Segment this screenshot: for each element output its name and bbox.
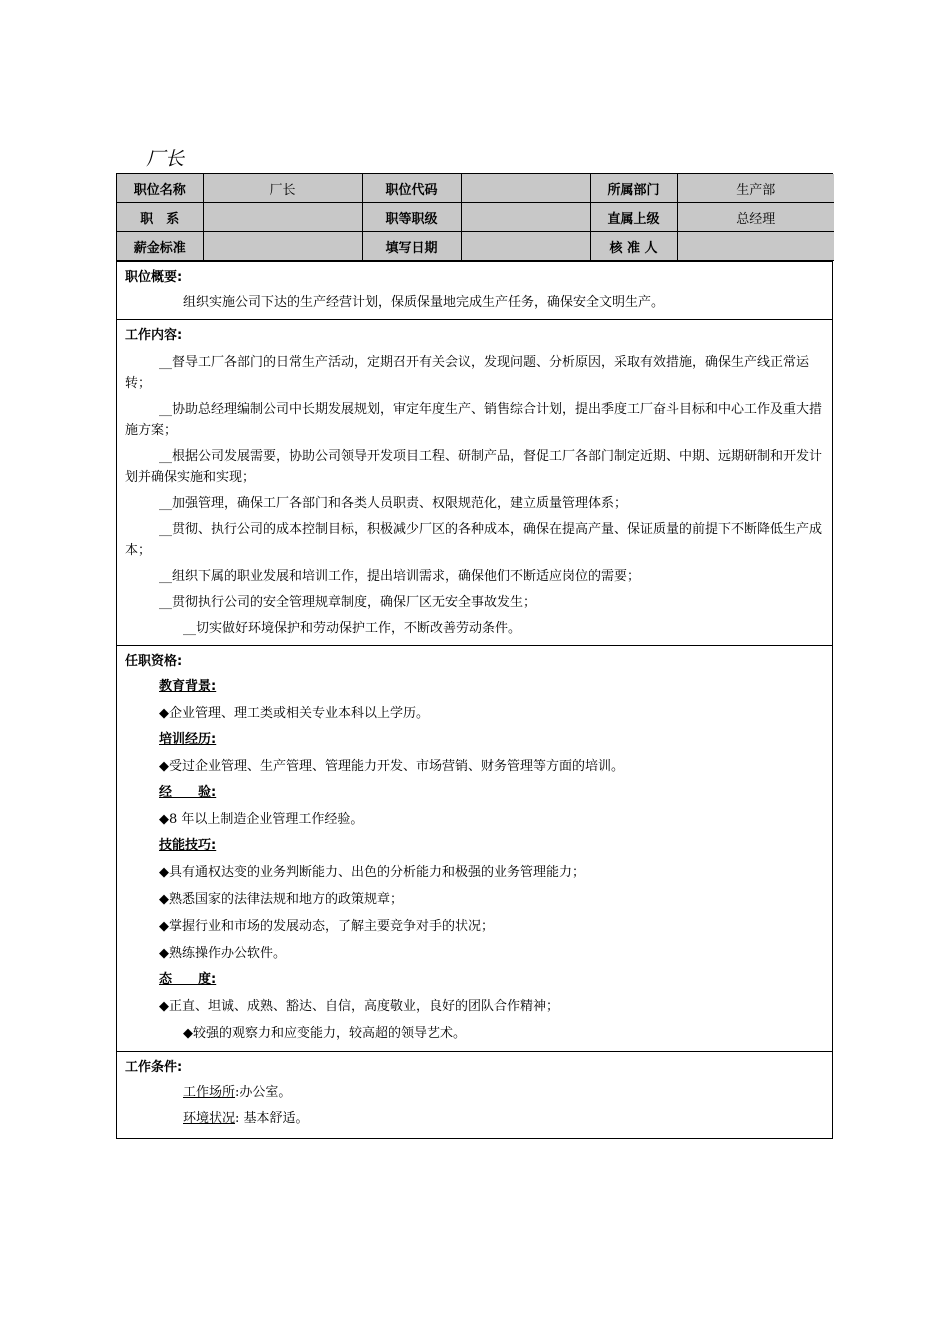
page-title: 厂长	[146, 148, 185, 170]
duty-item: __贯彻执行公司的安全管理规章制度，确保厂区无安全事故发生；	[159, 595, 537, 610]
condition-key: 工作场所	[183, 1085, 236, 1100]
duties-list	[125, 352, 824, 639]
field-label: 薪金标准	[117, 232, 203, 261]
duty-item: __协助总经理编制公司中长期发展规划，审定年度生产、销售综合计划，提出季度工厂奋斗目标和中心工作及重大措施方案；	[125, 402, 823, 438]
summary-text: 组织实施公司下达的生产经营计划，保质保量地完成生产任务，确保安全文明生产。	[183, 295, 665, 310]
qualification-label: 技能技巧:	[159, 838, 217, 853]
qualifications-list	[125, 676, 824, 1045]
summary-section	[117, 261, 832, 319]
field-label: 填写日期	[362, 232, 461, 261]
qualification-item: ◆8 年以上制造企业管理工作经验。	[159, 812, 364, 827]
field-value	[203, 232, 362, 261]
duty-item: __根据公司发展需要，协助公司领导开发项目工程、研制产品，督促工厂各部门制定近期、中期、远期研制和开发计划并确保实施和实现；	[125, 449, 823, 485]
conditions-heading: 工作条件:	[125, 1060, 183, 1075]
field-value: 总经理	[677, 203, 834, 232]
summary-heading: 职位概要:	[125, 270, 183, 285]
field-label: 职位名称	[117, 174, 203, 203]
field-label: 职等职级	[362, 203, 461, 232]
qualification-item: ◆正直、坦诚、成熟、豁达、自信，高度敬业，良好的团队合作精神；	[159, 999, 559, 1014]
qualification-item: ◆较强的观察力和应变能力，较高超的领导艺术。	[183, 1026, 466, 1041]
header-row	[117, 174, 834, 203]
field-value	[203, 203, 362, 232]
qualification-label: 教育背景:	[159, 679, 217, 694]
qualifications-heading: 任职资格:	[125, 654, 183, 669]
condition-key: 环境状况	[183, 1111, 236, 1126]
conditions-section	[117, 1051, 832, 1138]
header-row	[117, 232, 834, 261]
qualification-item: ◆企业管理、理工类或相关专业本科以上学历。	[159, 706, 429, 721]
duty-item: __加强管理，确保工厂各部门和各类人员职责、权限规范化，建立质量管理体系；	[159, 496, 628, 511]
field-label: 直属上级	[590, 203, 677, 232]
qualification-item: ◆受过企业管理、生产管理、管理能力开发、市场营销、财务管理等方面的培训。	[159, 759, 624, 774]
duty-item: __贯彻、执行公司的成本控制目标，积极减少厂区的各种成本，确保在提高产量、保证质量的前提下不断降低生产成本；	[125, 522, 823, 558]
qualification-label: 态 度:	[159, 972, 217, 987]
duty-item: __切实做好环境保护和劳动保护工作，不断改善劳动条件。	[183, 621, 522, 636]
field-label: 职 系	[117, 203, 203, 232]
duty-item: __组织下属的职业发展和培训工作，提出培训需求，确保他们不断适应岗位的需要；	[159, 569, 641, 584]
field-label: 职位代码	[362, 174, 461, 203]
qualifications-section	[117, 645, 832, 1051]
condition-item	[183, 1082, 824, 1104]
condition-item	[183, 1108, 824, 1130]
header-table	[117, 174, 834, 261]
field-value: 厂长	[203, 174, 362, 203]
qualification-label: 培训经历:	[159, 732, 217, 747]
condition-value: : 基本舒适。	[235, 1111, 309, 1126]
qualification-label: 经 验:	[159, 785, 217, 800]
qualification-item: ◆熟练操作办公软件。	[159, 946, 286, 961]
field-value: 生产部	[677, 174, 834, 203]
duties-heading: 工作内容:	[125, 328, 183, 343]
job-description-form	[116, 173, 833, 1139]
field-label: 所属部门	[590, 174, 677, 203]
qualification-item: ◆熟悉国家的法律法规和地方的政策规章；	[159, 892, 403, 907]
condition-value: :办公室。	[235, 1085, 292, 1100]
qualification-item: ◆掌握行业和市场的发展动态，了解主要竞争对手的状况；	[159, 919, 494, 934]
field-label: 核 准 人	[590, 232, 677, 261]
field-value	[461, 203, 590, 232]
field-value	[461, 232, 590, 261]
duties-section	[117, 319, 832, 645]
conditions-list	[125, 1082, 824, 1130]
qualification-item: ◆具有通权达变的业务判断能力、出色的分析能力和极强的业务管理能力；	[159, 865, 585, 880]
duty-item: __督导工厂各部门的日常生产活动，定期召开有关会议，发现问题、分析原因，采取有效措施，确保生产线正常运转；	[125, 355, 810, 391]
field-value	[677, 232, 834, 261]
header-row	[117, 203, 834, 232]
field-value	[461, 174, 590, 203]
